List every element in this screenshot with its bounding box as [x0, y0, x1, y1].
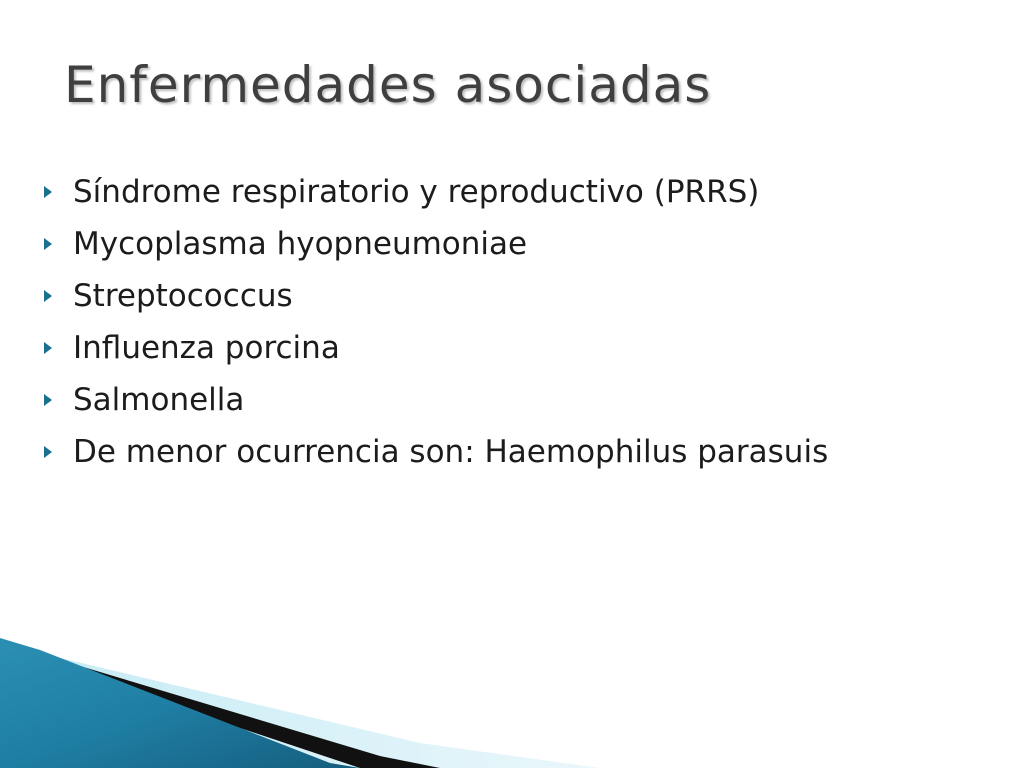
- list-item: [44, 270, 944, 322]
- list-item-text: Influenza porcina: [73, 330, 340, 366]
- bullet-list: [44, 166, 944, 474]
- list-item-text: Salmonella: [73, 382, 245, 418]
- triangle-right-icon: [44, 238, 52, 250]
- list-item: [44, 166, 944, 218]
- triangle-right-icon: [44, 186, 52, 198]
- triangle-right-icon: [44, 446, 52, 458]
- decorative-corner-swoosh: [0, 638, 1024, 768]
- list-item-text: Mycoplasma hyopneumoniae: [73, 226, 528, 262]
- list-item: [44, 218, 944, 270]
- slide-title: Enfermedades asociadas: [64, 56, 712, 114]
- list-item-text: Síndrome respiratorio y reproductivo (PRRS): [73, 174, 760, 210]
- list-item: [44, 374, 944, 426]
- list-item: [44, 426, 853, 474]
- triangle-right-icon: [44, 290, 52, 302]
- list-item: [44, 322, 944, 374]
- triangle-right-icon: [44, 394, 52, 406]
- triangle-right-icon: [44, 342, 52, 354]
- list-item-text: Streptococcus: [73, 278, 293, 314]
- list-item-text: De menor ocurrencia son: Haemophilus parasuis: [73, 434, 829, 470]
